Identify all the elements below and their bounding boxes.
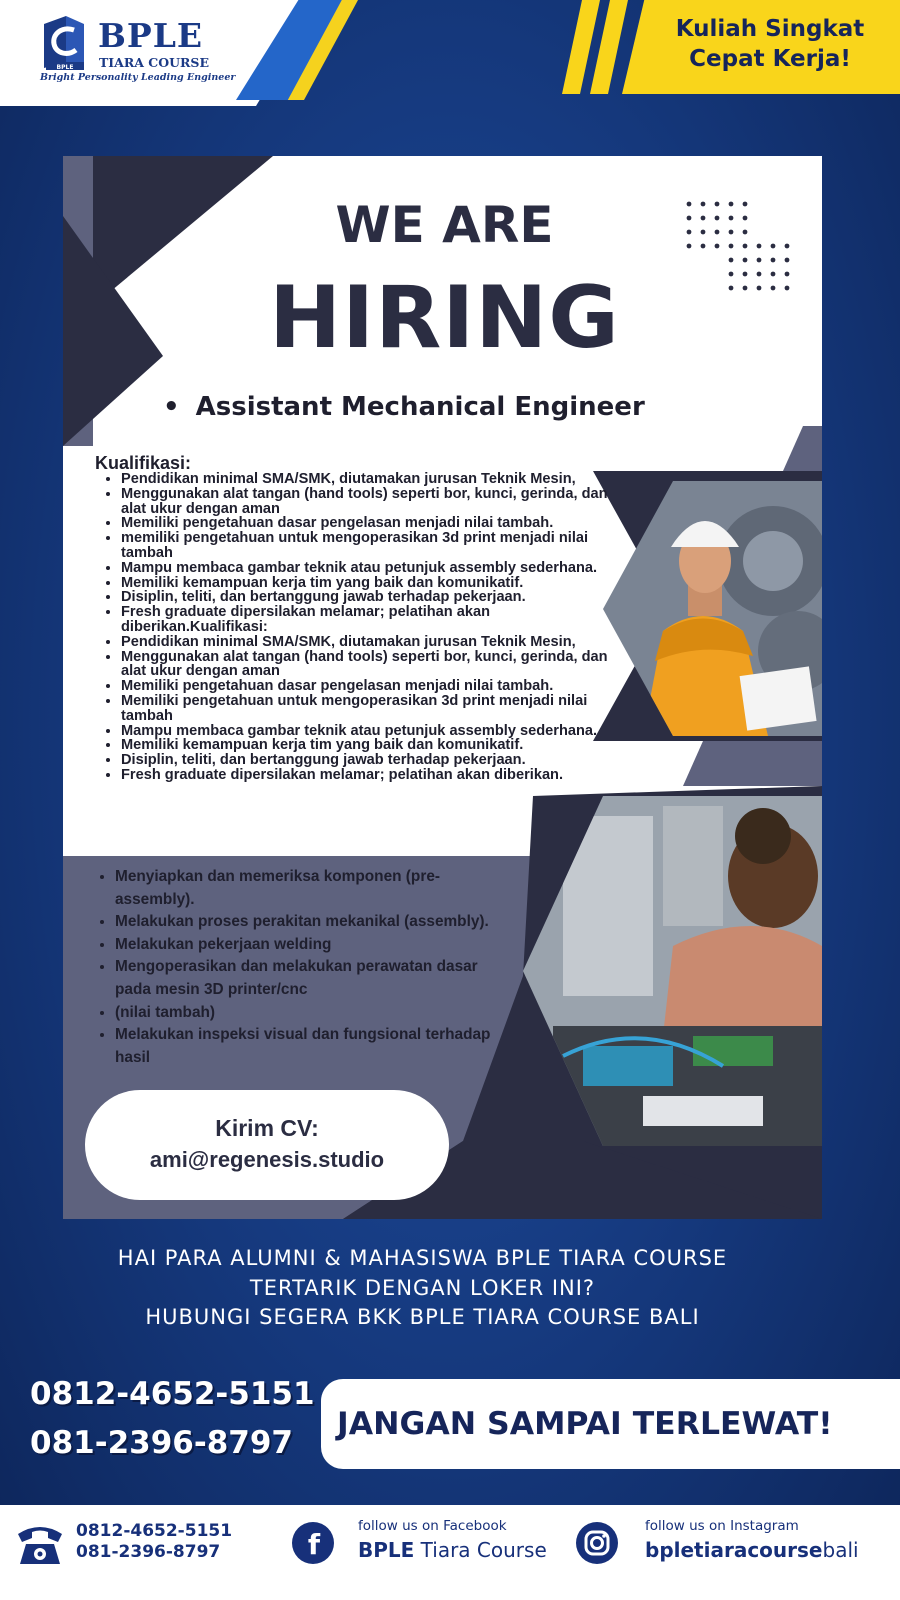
svg-text:f: f xyxy=(307,1528,321,1561)
qualification-item: • Fresh graduate dipersilakan melamar; pelatihan akan diberikan.Kualifikasi: xyxy=(121,605,635,635)
duty-item: • Mengoperasikan dan melakukan perawatan dasar pada mesin 3D printer/cnc xyxy=(115,956,491,1001)
qualification-item: • Memiliki kemampuan kerja tim yang baik dan komunikatif. xyxy=(121,738,635,753)
instagram-name xyxy=(645,1538,859,1562)
tagline-banner-text xyxy=(645,14,895,74)
contact-phones xyxy=(30,1370,315,1468)
duties-list xyxy=(91,866,491,1069)
cv-label: Kirim CV: xyxy=(215,1115,319,1141)
duties-section xyxy=(91,866,491,1069)
instagram-name-bold: bpletiaracourse xyxy=(645,1538,823,1562)
contact-phone-1[interactable]: 0812-4652-5151 xyxy=(30,1376,315,1412)
qualification-item: • Menggunakan alat tangan (hand tools) seperti bor, kunci, gerinda, dan alat ukur dengan aman xyxy=(121,650,635,680)
qualification-item: • Menggunakan alat tangan (hand tools) seperti bor, kunci, gerinda, dan alat ukur dengan aman xyxy=(121,487,635,517)
qualification-item: • Mampu membaca gambar teknik atau petunjuk assembly sederhana. xyxy=(121,724,635,739)
message-line-3: HUBUNGI SEGERA BKK BPLE TIARA COURSE BALI xyxy=(145,1305,700,1329)
alumni-message xyxy=(0,1244,845,1333)
bple-logo-icon xyxy=(36,14,92,72)
technician-photo xyxy=(523,796,822,1146)
instagram-follow[interactable] xyxy=(645,1518,859,1562)
qualification-item: • Disiplin, teliti, dan bertanggung jawab terhadap pekerjaan. xyxy=(121,590,635,605)
qualification-item: • Pendidikan minimal SMA/SMK, diutamakan jurusan Teknik Mesin, xyxy=(121,635,635,650)
footer-phones xyxy=(76,1521,232,1563)
send-cv-box xyxy=(85,1090,449,1200)
contact-phone-2[interactable]: 081-2396-8797 xyxy=(30,1425,294,1461)
logo-emblem-text: BPLE xyxy=(56,64,74,71)
qualifications-title: Kualifikasi: xyxy=(95,453,192,473)
qualification-item: • Memiliki pengetahuan dasar pengelasan menjadi nilai tambah. xyxy=(121,679,635,694)
banner-line-2: Cepat Kerja! xyxy=(689,46,851,72)
banner-line-1: Kuliah Singkat xyxy=(675,16,865,42)
duty-item: • (nilai tambah) xyxy=(115,1002,491,1025)
instagram-label: follow us on Instagram xyxy=(645,1518,799,1534)
facebook-follow[interactable] xyxy=(358,1518,547,1562)
facebook-name-rest: Tiara Course xyxy=(414,1538,547,1562)
qualifications-list xyxy=(95,472,635,783)
message-line-1: HAI PARA ALUMNI & MAHASISWA BPLE TIARA COURSE xyxy=(117,1246,728,1270)
qualification-item: • Disiplin, teliti, dan bertanggung jawab terhadap pekerjaan. xyxy=(121,753,635,768)
footer-phone-2[interactable]: 081-2396-8797 xyxy=(76,1542,221,1562)
qualification-item: • Mampu membaca gambar teknik atau petunjuk assembly sederhana. xyxy=(121,561,635,576)
qualification-item: • Memiliki pengetahuan dasar pengelasan menjadi nilai tambah. xyxy=(121,516,635,531)
duty-item: • Melakukan pekerjaan welding xyxy=(115,934,491,957)
hiring-poster xyxy=(63,156,822,1219)
duty-item: • Menyiapkan dan memeriksa komponen (pre-assembly). xyxy=(115,866,491,911)
qualification-item: • Memiliki pengetahuan untuk mengoperasikan 3d print menjadi nilai tambah xyxy=(121,694,635,724)
position-bullet: • xyxy=(163,392,180,422)
message-line-2: TERTARIK DENGAN LOKER INI? xyxy=(249,1275,596,1300)
qualification-item: • memiliki pengetahuan untuk mengoperasikan 3d print menjadi nilai tambah xyxy=(121,531,635,561)
instagram-icon[interactable] xyxy=(575,1521,619,1565)
logo-title: BPLE xyxy=(98,16,204,55)
qualification-item: • Fresh graduate dipersilakan melamar; pelatihan akan diberikan. xyxy=(121,768,635,783)
qualifications-section xyxy=(95,454,635,783)
qualification-item: • Memiliki kemampuan kerja tim yang baik dan komunikatif. xyxy=(121,576,635,591)
facebook-name xyxy=(358,1538,547,1562)
footer-phone-1[interactable]: 0812-4652-5151 xyxy=(76,1521,233,1541)
cv-email[interactable]: ami@regenesis.studio xyxy=(149,1147,385,1172)
duty-item: • Melakukan proses perakitan mekanikal (assembly). xyxy=(115,911,491,934)
headline-we-are: WE ARE xyxy=(335,196,554,254)
engineer-photo xyxy=(603,481,822,736)
logo-tagline: Bright Personality Leading Engineer xyxy=(40,72,236,83)
cta-banner: JANGAN SAMPAI TERLEWAT! xyxy=(321,1379,900,1469)
facebook-icon[interactable] xyxy=(291,1521,335,1565)
logo-subtitle: TIARA COURSE xyxy=(99,55,209,70)
facebook-label: follow us on Facebook xyxy=(358,1518,507,1534)
headline-hiring: HIRING xyxy=(269,268,620,368)
instagram-name-rest: bali xyxy=(822,1538,859,1562)
facebook-name-bold: BPLE xyxy=(358,1538,415,1562)
duty-item: • Melakukan inspeksi visual dan fungsional terhadap hasil xyxy=(115,1024,491,1069)
phone-icon xyxy=(14,1518,66,1570)
position-title: Assistant Mechanical Engineer xyxy=(195,392,645,422)
qualification-item: • Pendidikan minimal SMA/SMK, diutamakan jurusan Teknik Mesin, xyxy=(121,472,635,487)
job-position xyxy=(163,392,645,422)
